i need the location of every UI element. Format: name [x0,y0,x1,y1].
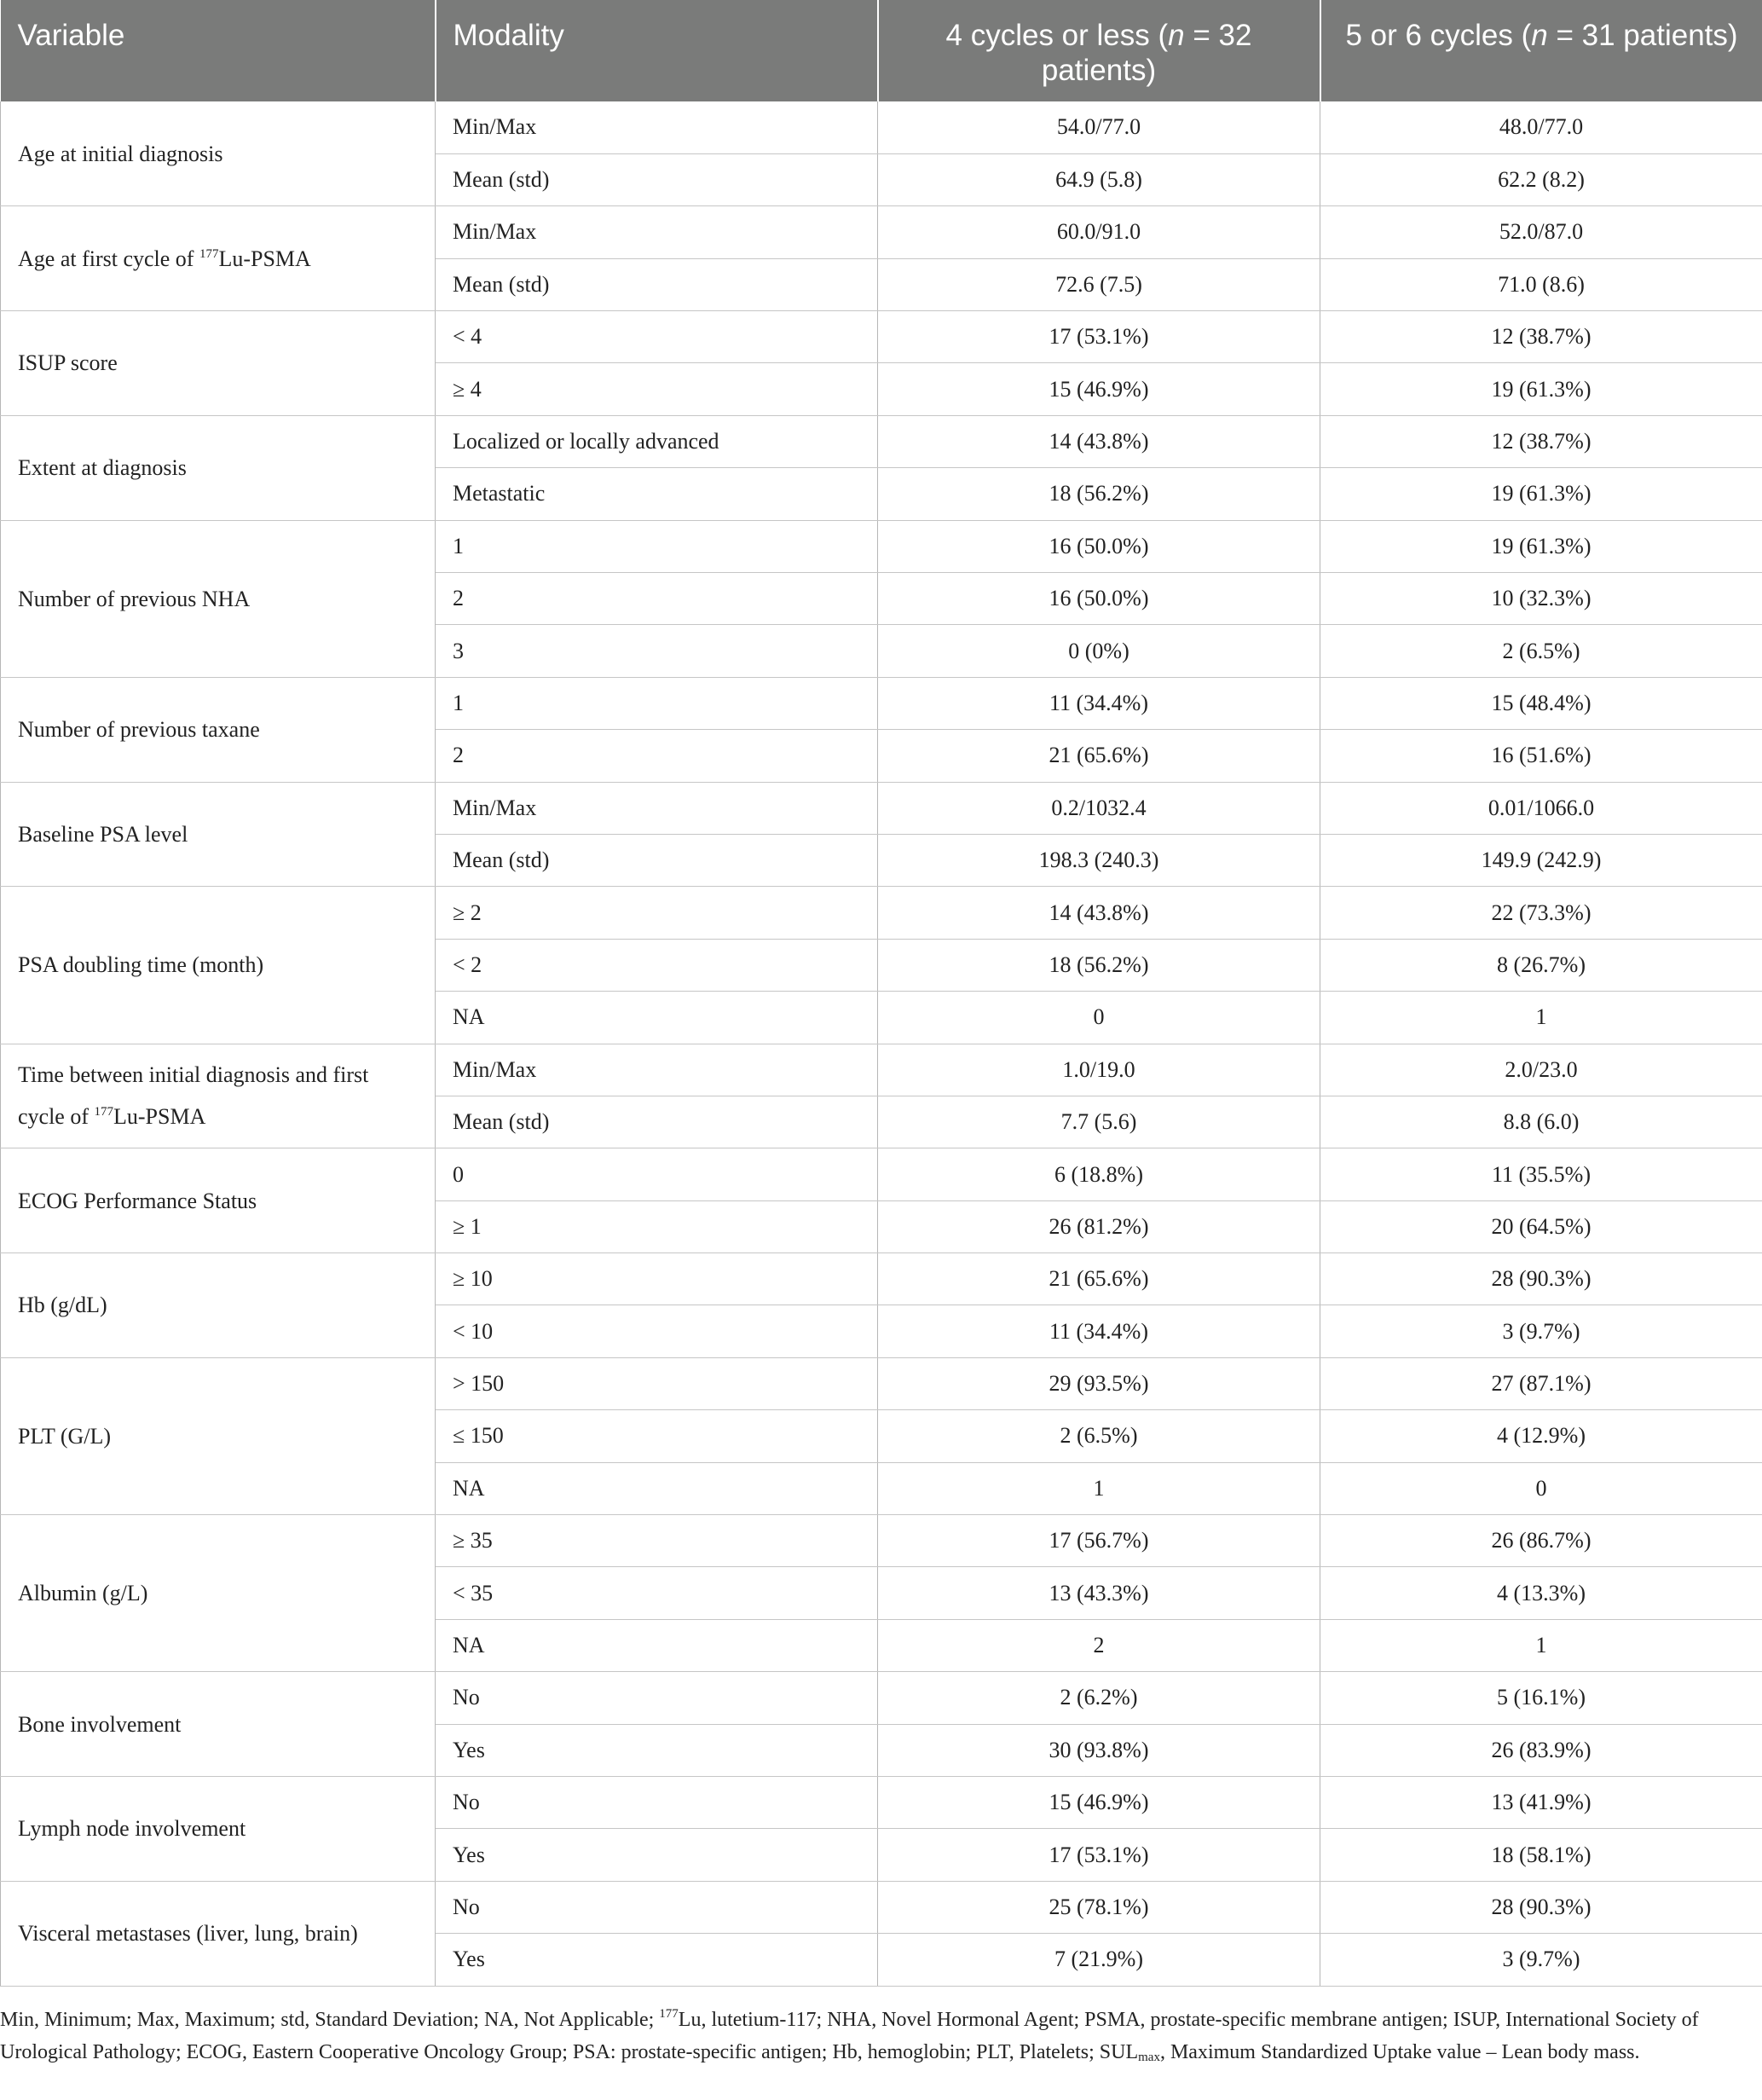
modality-cell: NA [436,1462,878,1514]
variable-cell: PSA doubling time (month) [1,887,436,1044]
table-body [1,101,1762,1986]
group2-value-cell: 48.0/77.0 [1320,101,1762,153]
modality-cell: ≥ 2 [436,887,878,939]
variable-cell: Number of previous NHA [1,520,436,677]
group2-value-cell: 19 (61.3%) [1320,468,1762,520]
table-row [1,1253,1762,1305]
table-row [1,415,1762,467]
header-group-4-or-less: 4 cycles or less (n = 32 patients) [878,0,1320,101]
group1-value-cell: 7 (21.9%) [878,1934,1320,1986]
group2-value-cell: 4 (12.9%) [1320,1410,1762,1462]
modality-cell: Min/Max [436,782,878,834]
group2-value-cell: 1 [1320,992,1762,1044]
variable-cell: ISUP score [1,311,436,416]
variable-cell: Number of previous taxane [1,677,436,782]
variable-cell: Bone involvement [1,1672,436,1777]
modality-cell: ≥ 10 [436,1253,878,1305]
modality-cell: Mean (std) [436,834,878,886]
group2-value-cell: 8 (26.7%) [1320,939,1762,991]
group1-value-cell: 1.0/19.0 [878,1044,1320,1096]
group1-value-cell: 0 (0%) [878,625,1320,677]
group2-value-cell: 26 (83.9%) [1320,1724,1762,1776]
group1-value-cell: 17 (53.1%) [878,311,1320,363]
group1-value-cell: 64.9 (5.8) [878,153,1320,205]
table-row [1,677,1762,729]
header-row [1,0,1762,101]
group2-value-cell: 2.0/23.0 [1320,1044,1762,1096]
variable-cell: Lymph node involvement [1,1777,436,1882]
table-row [1,520,1762,572]
group2-value-cell: 0 [1320,1462,1762,1514]
group1-value-cell: 17 (56.7%) [878,1515,1320,1567]
modality-cell: < 4 [436,311,878,363]
group2-value-cell: 0.01/1066.0 [1320,782,1762,834]
group1-value-cell: 0.2/1032.4 [878,782,1320,834]
table-row [1,1515,1762,1567]
header-group-5-or-6: 5 or 6 cycles (n = 31 patients) [1320,0,1762,101]
group1-value-cell: 60.0/91.0 [878,206,1320,258]
modality-cell: 2 [436,573,878,625]
group2-value-cell: 71.0 (8.6) [1320,258,1762,310]
group1-value-cell: 2 [878,1619,1320,1671]
group2-value-cell: 3 (9.7%) [1320,1305,1762,1357]
group1-value-cell: 72.6 (7.5) [878,258,1320,310]
modality-cell: Localized or locally advanced [436,415,878,467]
modality-cell: Min/Max [436,1044,878,1096]
modality-cell: Min/Max [436,206,878,258]
group2-value-cell: 27 (87.1%) [1320,1357,1762,1409]
modality-cell: ≤ 150 [436,1410,878,1462]
table-footnote: Min, Minimum; Max, Maximum; std, Standard Deviation; NA, Not Applicable; $^{177}$Lu, lutetium-117; NHA, Novel Hormonal Agent; PSMA, prostate-specific membrane antigen; ISUP, International Society of Urological Pathology; ECOG, Eastern Cooperative Oncology Group; PSA: prostate-specific antigen; Hb, hemoglobin; PLT, Platelets; $SUL_{max}$, Maximum Standardized Uptake value – Lean body mass. [0,2007,1699,2064]
group2-value-cell: 20 (64.5%) [1320,1200,1762,1252]
modality-cell: Yes [436,1934,878,1986]
group2-value-cell: 19 (61.3%) [1320,363,1762,415]
group1-value-cell: 14 (43.8%) [878,887,1320,939]
modality-cell: No [436,1672,878,1724]
group2-value-cell: 15 (48.4%) [1320,677,1762,729]
group1-value-cell: 1 [878,1462,1320,1514]
group1-value-cell: 13 (43.3%) [878,1567,1320,1619]
table-row [1,1148,1762,1200]
group2-value-cell: 19 (61.3%) [1320,520,1762,572]
modality-cell: 0 [436,1148,878,1200]
group2-value-cell: 28 (90.3%) [1320,1253,1762,1305]
group1-value-cell: 16 (50.0%) [878,520,1320,572]
group2-value-cell: 62.2 (8.2) [1320,153,1762,205]
variable-cell: Baseline PSA level [1,782,436,887]
table-row [1,101,1762,153]
group1-value-cell: 17 (53.1%) [878,1829,1320,1881]
group1-value-cell: 25 (78.1%) [878,1881,1320,1933]
table-row [1,1672,1762,1724]
group1-value-cell: 18 (56.2%) [878,468,1320,520]
modality-cell: Yes [436,1724,878,1776]
header-variable: Variable [1,0,436,101]
group1-value-cell: 7.7 (5.6) [878,1096,1320,1148]
group2-value-cell: 11 (35.5%) [1320,1148,1762,1200]
table-row [1,206,1762,258]
variable-cell: Age at initial diagnosis [1,101,436,206]
group2-value-cell: 149.9 (242.9) [1320,834,1762,886]
table-row [1,887,1762,939]
table-row [1,311,1762,363]
modality-cell: Mean (std) [436,153,878,205]
modality-cell: 1 [436,677,878,729]
group1-value-cell: 2 (6.2%) [878,1672,1320,1724]
group2-value-cell: 5 (16.1%) [1320,1672,1762,1724]
group2-value-cell: 22 (73.3%) [1320,887,1762,939]
group1-value-cell: 21 (65.6%) [878,1253,1320,1305]
group2-value-cell: 52.0/87.0 [1320,206,1762,258]
modality-cell: No [436,1777,878,1829]
group2-value-cell: 16 (51.6%) [1320,730,1762,782]
group1-value-cell: 54.0/77.0 [878,101,1320,153]
variable-cell: Time between initial diagnosis and first cycle of $^{177}$Lu-PSMA [1,1044,436,1148]
modality-cell: NA [436,1619,878,1671]
modality-cell: < 10 [436,1305,878,1357]
modality-cell: 2 [436,730,878,782]
group2-value-cell: 4 (13.3%) [1320,1567,1762,1619]
modality-cell: ≥ 4 [436,363,878,415]
group2-value-cell: 26 (86.7%) [1320,1515,1762,1567]
group1-value-cell: 26 (81.2%) [878,1200,1320,1252]
modality-cell: ≥ 35 [436,1515,878,1567]
variable-cell: PLT (G/L) [1,1357,436,1514]
variable-cell: Hb (g/dL) [1,1253,436,1358]
variable-cell: Age at first cycle of $^{177}$Lu-PSMA [1,206,436,311]
group2-value-cell: 13 (41.9%) [1320,1777,1762,1829]
group1-value-cell: 18 (56.2%) [878,939,1320,991]
group1-value-cell: 30 (93.8%) [878,1724,1320,1776]
group1-value-cell: 16 (50.0%) [878,573,1320,625]
group1-value-cell: 29 (93.5%) [878,1357,1320,1409]
group2-value-cell: 1 [1320,1619,1762,1671]
table-row [1,1777,1762,1829]
group1-value-cell: 2 (6.5%) [878,1410,1320,1462]
group2-value-cell: 12 (38.7%) [1320,415,1762,467]
variable-cell: Albumin (g/L) [1,1515,436,1672]
group1-value-cell: 15 (46.9%) [878,363,1320,415]
modality-cell: Metastatic [436,468,878,520]
group2-value-cell: 3 (9.7%) [1320,1934,1762,1986]
modality-cell: No [436,1881,878,1933]
group1-value-cell: 0 [878,992,1320,1044]
table-row [1,782,1762,834]
group2-value-cell: 18 (58.1%) [1320,1829,1762,1881]
group1-value-cell: 15 (46.9%) [878,1777,1320,1829]
group2-value-cell: 10 (32.3%) [1320,573,1762,625]
modality-cell: > 150 [436,1357,878,1409]
group2-value-cell: 2 (6.5%) [1320,625,1762,677]
modality-cell: < 35 [436,1567,878,1619]
variable-cell: Visceral metastases (liver, lung, brain) [1,1881,436,1986]
group2-value-cell: 28 (90.3%) [1320,1881,1762,1933]
group1-value-cell: 11 (34.4%) [878,1305,1320,1357]
table-row [1,1881,1762,1933]
header-modality: Modality [436,0,878,101]
modality-cell: NA [436,992,878,1044]
table-header [1,0,1762,101]
group1-value-cell: 11 (34.4%) [878,677,1320,729]
modality-cell: < 2 [436,939,878,991]
modality-cell: Mean (std) [436,258,878,310]
group2-value-cell: 12 (38.7%) [1320,311,1762,363]
modality-cell: Yes [436,1829,878,1881]
group1-value-cell: 14 (43.8%) [878,415,1320,467]
modality-cell: 1 [436,520,878,572]
group1-value-cell: 21 (65.6%) [878,730,1320,782]
variable-cell: ECOG Performance Status [1,1148,436,1253]
variable-cell: Extent at diagnosis [1,415,436,520]
modality-cell: 3 [436,625,878,677]
modality-cell: Min/Max [436,101,878,153]
table-row [1,1357,1762,1409]
modality-cell: Mean (std) [436,1096,878,1148]
group1-value-cell: 6 (18.8%) [878,1148,1320,1200]
group1-value-cell: 198.3 (240.3) [878,834,1320,886]
group2-value-cell: 8.8 (6.0) [1320,1096,1762,1148]
modality-cell: ≥ 1 [436,1200,878,1252]
table-row [1,1044,1762,1096]
